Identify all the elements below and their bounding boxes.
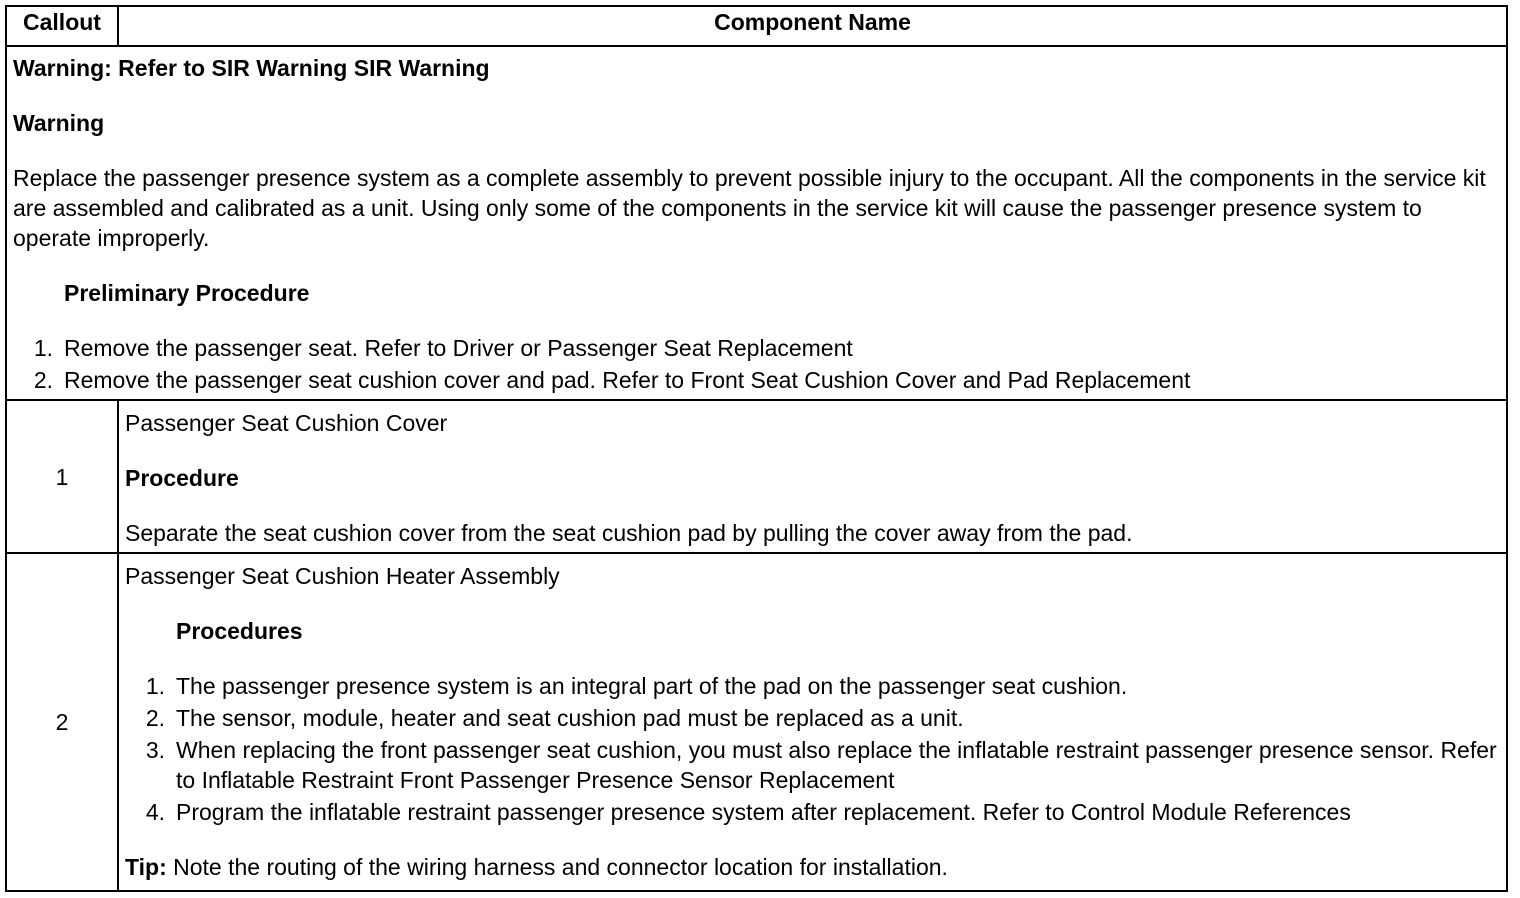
component-table [5, 5, 1508, 892]
warning-title: Warning: Refer to SIR Warning SIR Warning [13, 55, 490, 81]
tip-label: Tip: [125, 854, 167, 880]
tip-text: Note the routing of the wiring harness and connector location for installation. [166, 854, 948, 880]
step-number: 1. [145, 673, 165, 699]
procedure-steps [125, 671, 1500, 827]
header-callout: Callout [6, 6, 118, 46]
step-text: The sensor, module, heater and seat cushion pad must be replaced as a unit. [176, 705, 964, 731]
step-text: The passenger presence system is an integral part of the pad on the passenger seat cushion. [176, 673, 1128, 699]
warning-cell [6, 46, 1507, 400]
procedure-text: Separate the seat cushion cover from the seat cushion pad by pulling the cover away from the pad. [125, 520, 1133, 546]
table-row [6, 400, 1507, 553]
step-text: When replacing the front passenger seat cushion, you must also replace the inflatable restraint passenger presence sensor. Refer to Inflatable Restraint Front Passenger Presence Sensor Replacement [176, 737, 1497, 793]
step-number: 2. [145, 705, 165, 731]
preliminary-steps [13, 333, 1502, 395]
warning-row [6, 46, 1507, 400]
warning-subtitle: Warning [13, 110, 105, 136]
step-number: 3. [145, 737, 165, 763]
list-item [13, 333, 1502, 363]
callout-cell: 2 [6, 553, 118, 891]
procedures-heading: Procedures [176, 618, 303, 644]
list-item [125, 735, 1500, 795]
procedure-heading: Procedure [125, 465, 239, 491]
component-cell [118, 400, 1507, 553]
list-item [125, 703, 1500, 733]
step-text: Remove the passenger seat cushion cover and pad. Refer to Front Seat Cushion Cover and Pad Replacement [64, 367, 1191, 393]
list-item [125, 671, 1500, 701]
warning-body: Replace the passenger presence system as a complete assembly to prevent possible injury to the occupant. All the components in the service kit are assembled and calibrated as a unit. Using only some of the components in the service kit will cause the passenger presence system to operate improperly. [13, 165, 1486, 251]
step-text: Remove the passenger seat. Refer to Driver or Passenger Seat Replacement [64, 335, 853, 361]
step-number: 2. [33, 367, 53, 393]
callout-cell: 1 [6, 400, 118, 553]
preliminary-heading: Preliminary Procedure [64, 280, 310, 306]
table-row [6, 553, 1507, 891]
tip-note [125, 852, 1500, 882]
list-item [13, 365, 1502, 395]
step-number: 1. [33, 335, 53, 361]
step-number: 4. [145, 799, 165, 825]
component-name: Passenger Seat Cushion Heater Assembly [125, 563, 560, 589]
component-cell [118, 553, 1507, 891]
component-name: Passenger Seat Cushion Cover [125, 410, 448, 436]
step-text: Program the inflatable restraint passenger presence system after replacement. Refer to Control Module References [176, 799, 1351, 825]
list-item [125, 797, 1500, 827]
header-component-name: Component Name [118, 6, 1507, 46]
header-row [6, 6, 1507, 46]
